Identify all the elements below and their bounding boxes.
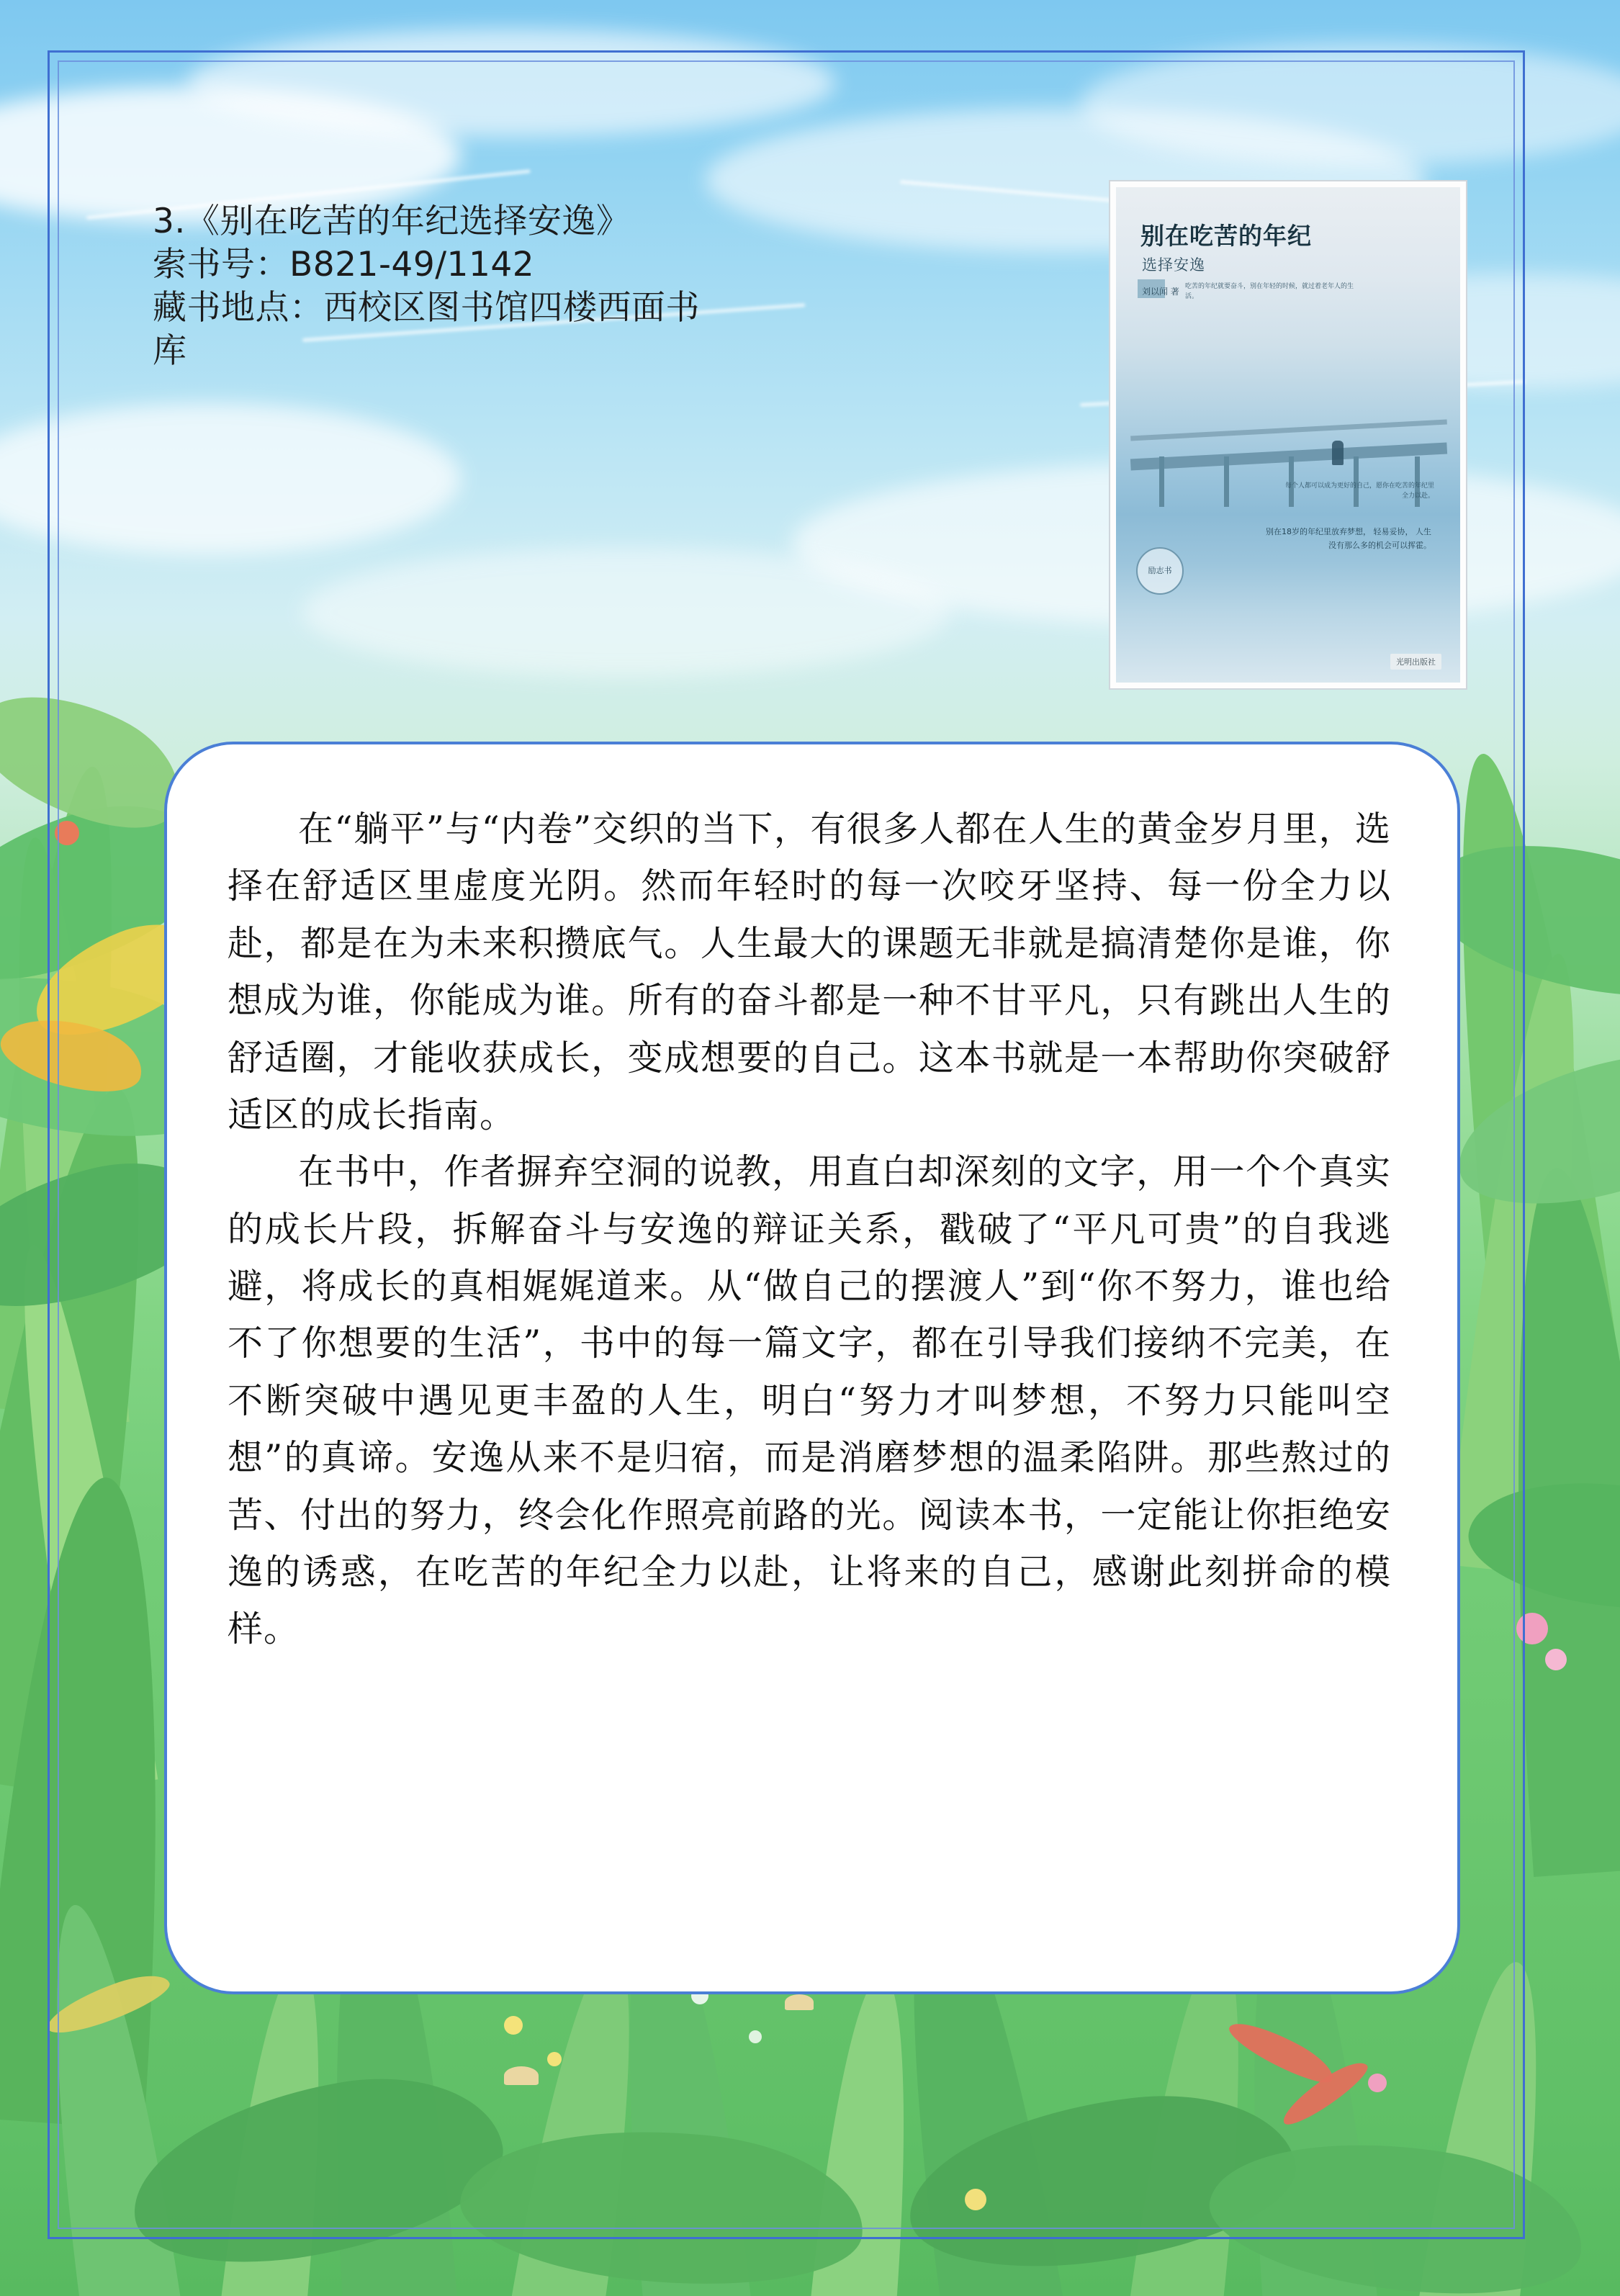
book-info-header <box>153 200 952 374</box>
cover-mid-note-text: 每个人都可以成为更好的自己，愿你在吃苦的年纪里全力以赴。 <box>1284 482 1434 500</box>
review-paragraph-2: 在书中，作者摒弃空洞的说教，用直白却深刻的文字，用一个个真实的成长片段，拆解奋斗与安逸的辩证关系，戳破了“平凡可贵”的自我逃避，将成长的真相娓娓道来。从“做自己的摆渡人”到“你不努力，谁也给不了你想要的生活”，书中的每一篇文字，都在引导我们接纳不完美，在不断突破中遇见更丰盈的人生，明白“努力才叫梦想，不努力只能叫空想”的真谛。安逸从来不是归宿，而是消磨梦想的温柔陷阱。那些熬过的苦、付出的努力，终会化作照亮前路的光。阅读本书，一定能让你拒绝安逸的诱惑，在吃苦的年纪全力以赴，让将来的自己，感谢此刻拼命的模样。 <box>228 1151 1391 1650</box>
cover-author-text: 刘以闻 著 <box>1142 287 1179 297</box>
book-title-line: 3.《别在吃苦的年纪选择安逸》 <box>153 202 631 241</box>
cover-tagline-text: 别在18岁的年纪里放弃梦想， 轻易妥协， 人生没有那么多的机会可以挥霍。 <box>1266 527 1431 550</box>
call-number-line: 索书号：B821-49/1142 <box>153 245 535 285</box>
book-cover-photo <box>1109 180 1467 690</box>
review-paragraph-1: 在“躺平”与“内卷”交织的当下，有很多人都在人生的黄金岁月里，选择在舒适区里虚度光阴。然而年轻时的每一次咬牙坚持、每一份全力以赴，都是在为未来积攒底气。人生最大的课题无非就是搞清楚你是谁，你想成为谁，你能成为谁。所有的奋斗都是一种不甘平凡，只有跳出人生的舒适圈，才能收获成长，变成想要的自己。这本书就是一本帮助你突破舒适区的成长指南。 <box>228 809 1391 1135</box>
location-line-wrap: 库 <box>153 331 187 372</box>
cover-figure-silhouette <box>1332 441 1344 465</box>
book-cover-artwork <box>1116 187 1460 683</box>
location-line: 藏书地点：西校区图书馆四楼西面书 <box>153 288 700 328</box>
review-text-card <box>164 742 1460 1994</box>
cover-subtitle-text: 选择安逸 <box>1142 256 1205 274</box>
cover-blurb-text: 吃苦的年纪就要奋斗，别在年轻的时候，就过着老年人的生活。 <box>1185 283 1354 300</box>
review-body <box>228 801 1391 1658</box>
cover-badge: 励志书 <box>1136 547 1184 595</box>
cover-title-text: 别在吃苦的年纪 <box>1140 222 1312 250</box>
cover-publisher-text: 光明出版社 <box>1390 654 1441 670</box>
